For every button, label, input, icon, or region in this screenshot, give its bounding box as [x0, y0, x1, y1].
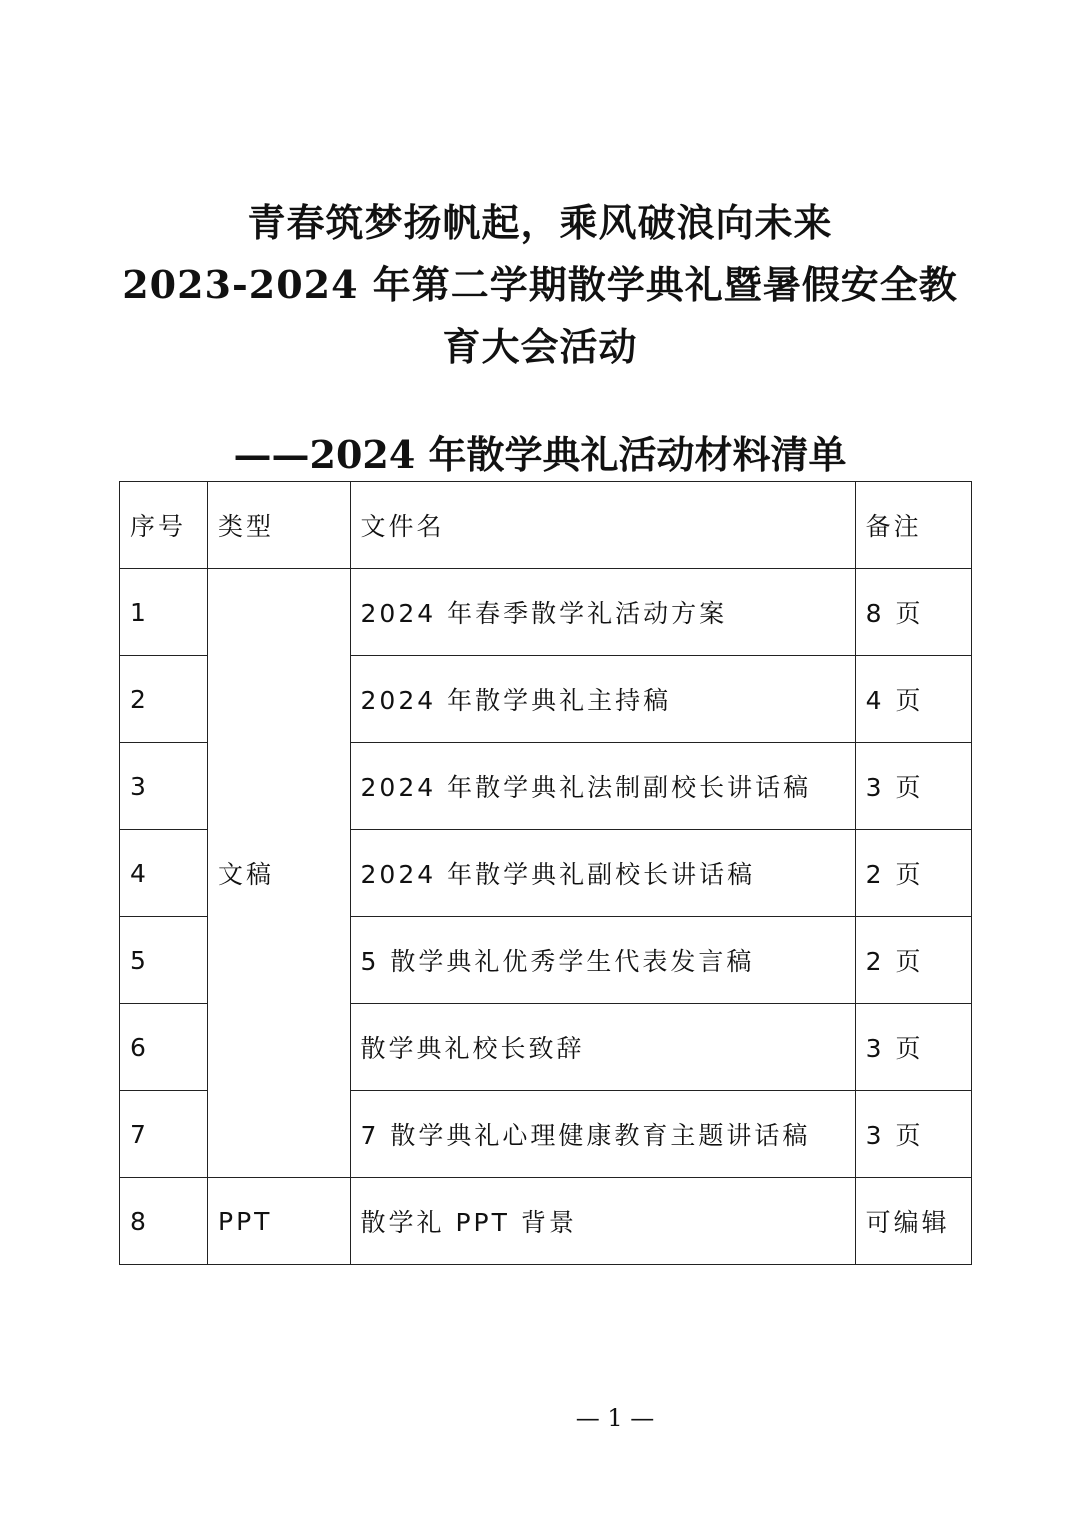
table-row: [120, 1178, 972, 1265]
group-type-cell: 文稿: [208, 569, 351, 1178]
row-no: 3: [120, 743, 208, 830]
title-line-2: 2023-2024 年第二学期散学典礼暨暑假安全教: [122, 262, 958, 307]
table-row: [120, 569, 972, 656]
row-name: 5 散学典礼优秀学生代表发言稿: [350, 917, 855, 1004]
page-number: — 1 —: [575, 1404, 655, 1432]
header-note: 备注: [855, 482, 971, 569]
row-note: 3 页: [855, 1004, 971, 1091]
row-name: 2024 年散学典礼副校长讲话稿: [350, 830, 855, 917]
row-note: 2 页: [855, 917, 971, 1004]
title-line-3: 育大会活动: [442, 324, 638, 369]
row-name: 散学典礼校长致辞: [350, 1004, 855, 1091]
row-note: 2 页: [855, 830, 971, 917]
document-subtitle: ——2024 年散学典礼活动材料清单: [233, 432, 847, 477]
row-note: 8 页: [855, 569, 971, 656]
row-name: 2024 年散学典礼主持稿: [350, 656, 855, 743]
row-no: 4: [120, 830, 208, 917]
row-name: 7 散学典礼心理健康教育主题讲话稿: [350, 1091, 855, 1178]
row-name: 2024 年散学典礼法制副校长讲话稿: [350, 743, 855, 830]
row-note: 可编辑: [855, 1178, 971, 1265]
row-type: PPT: [208, 1178, 351, 1265]
row-note: 3 页: [855, 1091, 971, 1178]
row-name: 散学礼 PPT 背景: [350, 1178, 855, 1265]
header-type: 类型: [208, 482, 351, 569]
row-no: 7: [120, 1091, 208, 1178]
header-no: 序号: [120, 482, 208, 569]
table-header-row: [120, 482, 972, 569]
document-title: [0, 192, 1080, 378]
header-name: 文件名: [350, 482, 855, 569]
materials-table: [119, 481, 972, 1265]
row-no: 5: [120, 917, 208, 1004]
row-no: 2: [120, 656, 208, 743]
title-line-1: 青春筑梦扬帆起，乘风破浪向未来: [247, 200, 833, 245]
row-no: 1: [120, 569, 208, 656]
row-no: 8: [120, 1178, 208, 1265]
row-note: 3 页: [855, 743, 971, 830]
row-note: 4 页: [855, 656, 971, 743]
row-name: 2024 年春季散学礼活动方案: [350, 569, 855, 656]
row-no: 6: [120, 1004, 208, 1091]
